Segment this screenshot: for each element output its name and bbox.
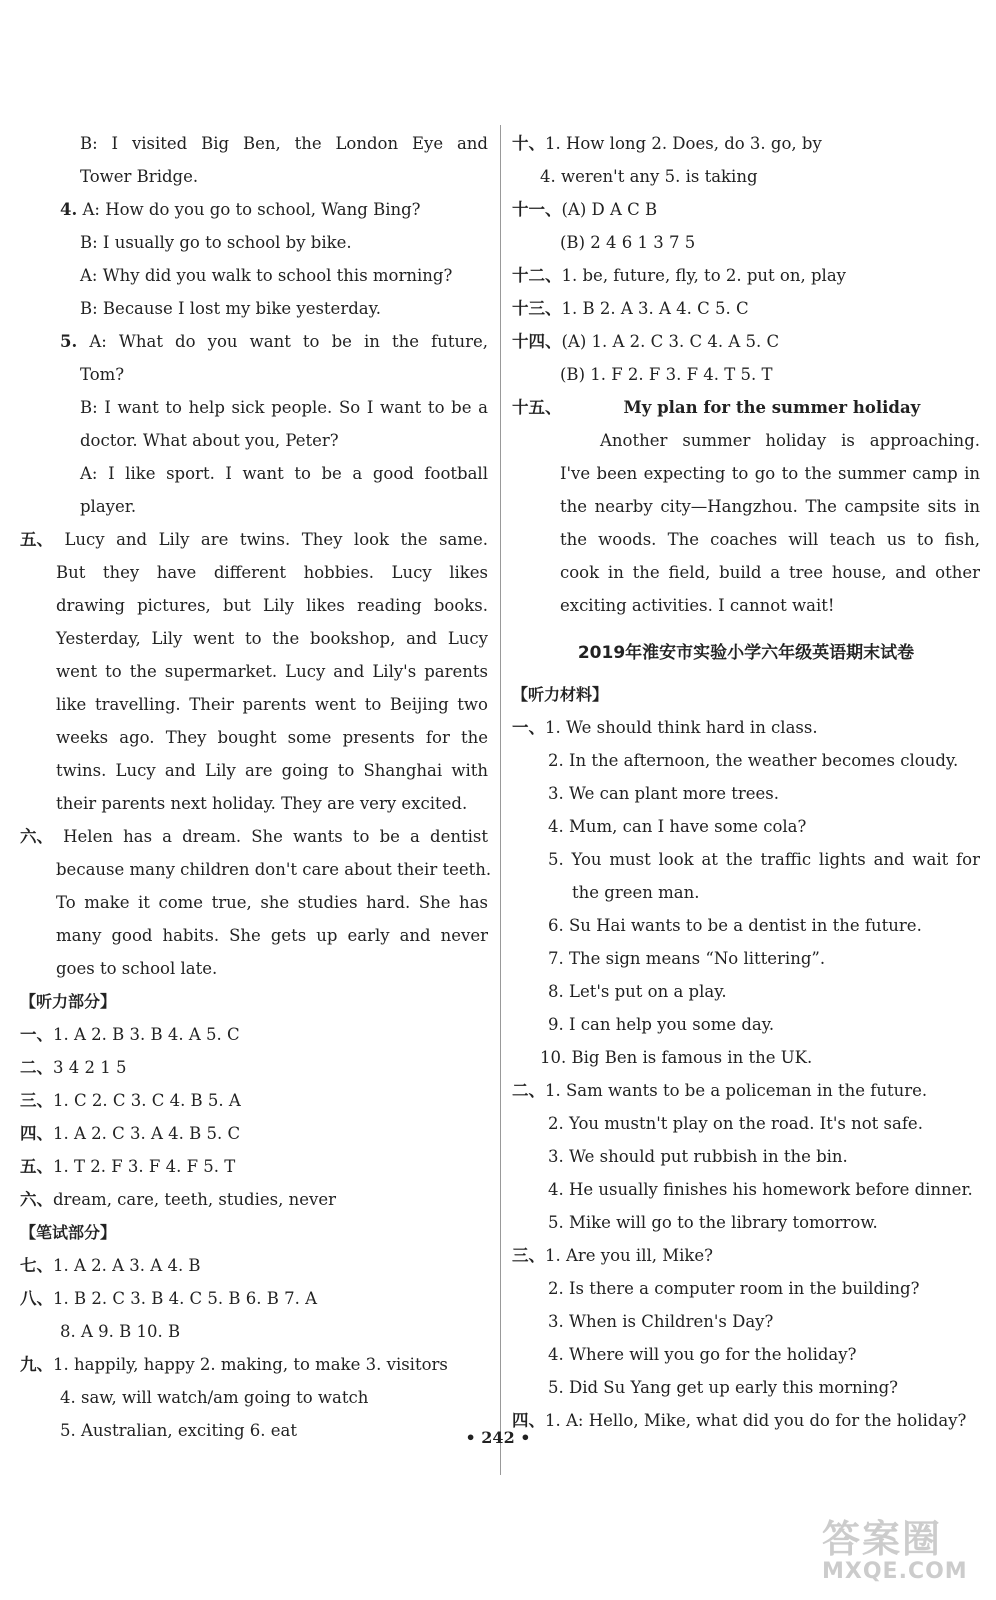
text-line — [512, 1107, 980, 1140]
line-text: (B) 1. F 2. F 3. F 4. T 5. T — [560, 365, 773, 384]
text-line — [512, 127, 980, 160]
line-text: dream, care, teeth, studies, never — [53, 1190, 336, 1209]
text-line — [512, 1041, 980, 1074]
line-text: 1. A 2. C 3. A 4. B 5. C — [53, 1124, 241, 1143]
item-number: 二、 — [512, 1081, 545, 1100]
line-text: went to the supermarket. Lucy and Lily's parents — [56, 662, 488, 681]
watermark-url: MXQE.COM — [822, 1559, 968, 1584]
text-line — [512, 843, 980, 876]
text-line — [512, 1338, 980, 1371]
line-text: 4. Mum, can I have some cola? — [548, 817, 807, 836]
text-line — [20, 358, 488, 391]
text-line — [20, 1117, 488, 1150]
line-text: 4. He usually finishes his homework before dinner. — [548, 1180, 973, 1199]
watermark-logo — [822, 1508, 972, 1588]
line-text: A: How do you go to school, Wang Bing? — [77, 200, 421, 219]
line-text: 1. Sam wants to be a policeman in the future. — [545, 1081, 928, 1100]
line-text: 1. C 2. C 3. C 4. B 5. A — [53, 1091, 241, 1110]
text-line — [20, 490, 488, 523]
line-text: B: Because I lost my bike yesterday. — [80, 299, 381, 318]
line-text: 1. We should think hard in class. — [545, 718, 818, 737]
item-number: 三、 — [20, 1091, 53, 1110]
text-line — [512, 876, 980, 909]
line-text: goes to school late. — [56, 959, 218, 978]
item-number: 十一、 — [512, 200, 562, 219]
text-line — [20, 1018, 488, 1051]
text-line — [512, 1272, 980, 1305]
item-number: 十、 — [512, 134, 545, 153]
text-line — [512, 457, 980, 490]
text-line — [512, 810, 980, 843]
text-line — [512, 193, 980, 226]
line-text: I've been expecting to go to the summer camp in — [560, 464, 980, 483]
item-number: 4. — [60, 200, 78, 219]
line-text: 5. You must look at the traffic lights and wait for — [548, 850, 980, 869]
text-line — [20, 1084, 488, 1117]
text-line — [20, 292, 488, 325]
text-line — [20, 1315, 488, 1348]
item-number: 5. — [60, 332, 78, 351]
text-line — [512, 1239, 980, 1272]
line-text: But they have different hobbies. Lucy likes — [56, 563, 488, 582]
watermark-text: 答案圈 — [822, 1517, 943, 1561]
item-number: 六、 — [20, 827, 53, 846]
text-line — [20, 325, 488, 358]
line-text: their parents next holiday. They are very excited. — [56, 794, 468, 813]
line-text: the woods. The coaches will teach us to fish, — [560, 530, 980, 549]
item-number: 八、 — [20, 1289, 53, 1308]
right-column — [512, 127, 980, 1437]
line-text: 3. We can plant more trees. — [548, 784, 779, 803]
line-text: 1. Are you ill, Mike? — [545, 1246, 714, 1265]
text-line — [20, 952, 488, 985]
text-line — [20, 391, 488, 424]
item-number: 九、 — [20, 1355, 53, 1374]
line-text: A: What do you want to be in the future, — [77, 332, 488, 351]
line-text: player. — [80, 497, 137, 516]
item-number: 十五、 — [512, 398, 562, 417]
text-line — [512, 589, 980, 622]
text-line — [20, 523, 488, 556]
text-line — [512, 1008, 980, 1041]
line-text: 5. Mike will go to the library tomorrow. — [548, 1213, 878, 1232]
line-text: B: I usually go to school by bike. — [80, 233, 352, 252]
item-number: 二、 — [20, 1058, 53, 1077]
line-text: 1. How long 2. Does, do 3. go, by — [545, 134, 822, 153]
section-header: 【听力材料】 — [512, 685, 609, 704]
line-text: 3 4 2 1 5 — [53, 1058, 127, 1077]
line-text: Tom? — [80, 365, 125, 384]
line-text: the nearby city—Hangzhou. The campsite sits in — [560, 497, 980, 516]
item-number: 四、 — [20, 1124, 53, 1143]
text-line — [20, 259, 488, 292]
text-line — [512, 556, 980, 589]
text-line — [512, 1206, 980, 1239]
item-number: 五、 — [20, 530, 53, 549]
text-line — [20, 1183, 488, 1216]
line-text: twins. Lucy and Lily are going to Shanghai with — [56, 761, 488, 780]
essay-title: My plan for the summer holiday — [623, 398, 921, 417]
line-text: 1. A 2. B 3. B 4. A 5. C — [53, 1025, 240, 1044]
text-line — [512, 1140, 980, 1173]
line-text: like travelling. Their parents went to Beijing two — [56, 695, 488, 714]
text-line — [512, 160, 980, 193]
line-text: 4. Where will you go for the holiday? — [548, 1345, 857, 1364]
text-line — [20, 1348, 488, 1381]
text-line — [20, 1381, 488, 1414]
text-line — [20, 1282, 488, 1315]
text-line — [512, 975, 980, 1008]
item-number: 十三、 — [512, 299, 562, 318]
line-text: the green man. — [572, 883, 700, 902]
line-text: Lucy and Lily are twins. They look the same. — [53, 530, 488, 549]
text-line — [20, 820, 488, 853]
text-line — [20, 226, 488, 259]
left-column — [20, 127, 492, 1447]
line-text: 7. The sign means “No littering”. — [548, 949, 826, 968]
line-text: 9. I can help you some day. — [548, 1015, 775, 1034]
text-line — [20, 556, 488, 589]
text-line — [512, 909, 980, 942]
line-text: 8. Let's put on a play. — [548, 982, 727, 1001]
line-text: 8. A 9. B 10. B — [60, 1322, 181, 1341]
item-number: 四、 — [512, 1411, 545, 1430]
text-line — [512, 1371, 980, 1404]
item-number: 一、 — [512, 718, 545, 737]
line-text: B: I visited Big Ben, the London Eye and — [80, 134, 488, 153]
text-line — [20, 127, 488, 160]
line-text: 1. A: Hello, Mike, what did you do for the holiday? — [545, 1411, 967, 1430]
text-line — [20, 589, 488, 622]
line-text: 1. B 2. C 3. B 4. C 5. B 6. B 7. A — [53, 1289, 318, 1308]
text-line — [20, 886, 488, 919]
text-line — [20, 688, 488, 721]
line-text: 2. Is there a computer room in the building? — [548, 1279, 920, 1298]
line-text: 1. T 2. F 3. F 4. F 5. T — [53, 1157, 236, 1176]
exam-title: 2019年淮安市实验小学六年级英语期末试卷 — [577, 643, 915, 663]
text-line — [512, 1074, 980, 1107]
line-text: A: I like sport. I want to be a good football — [80, 464, 488, 483]
text-line — [512, 711, 980, 744]
text-line — [20, 655, 488, 688]
line-text: 10. Big Ben is famous in the UK. — [540, 1048, 813, 1067]
text-line — [20, 787, 488, 820]
line-text: 4. saw, will watch/am going to watch — [60, 1388, 369, 1407]
text-line — [20, 754, 488, 787]
line-text: To make it come true, she studies hard. She has — [56, 893, 488, 912]
text-line — [20, 1051, 488, 1084]
line-text: (A) D A C B — [561, 200, 658, 219]
line-text: 2. You mustn't play on the road. It's not safe. — [548, 1114, 923, 1133]
text-line — [512, 942, 980, 975]
text-line — [512, 259, 980, 292]
text-line — [20, 160, 488, 193]
line-text: 3. When is Children's Day? — [548, 1312, 774, 1331]
line-text: 1. happily, happy 2. making, to make 3. visitors — [53, 1355, 448, 1374]
line-text: 3. We should put rubbish in the bin. — [548, 1147, 848, 1166]
text-line — [512, 490, 980, 523]
text-line — [20, 424, 488, 457]
line-text: Yesterday, Lily went to the bookshop, and Lucy — [56, 629, 488, 648]
line-text: because many children don't care about their teeth. — [56, 860, 492, 879]
text-line — [512, 358, 980, 391]
item-number: 五、 — [20, 1157, 53, 1176]
text-line — [20, 853, 492, 886]
text-line — [512, 325, 980, 358]
line-text: 5. Did Su Yang get up early this morning? — [548, 1378, 898, 1397]
line-text: drawing pictures, but Lily likes reading books. — [56, 596, 488, 615]
line-text: (A) 1. A 2. C 3. C 4. A 5. C — [561, 332, 780, 351]
item-number: 一、 — [20, 1025, 53, 1044]
line-text: 4. weren't any 5. is taking — [540, 167, 758, 186]
line-text: (B) 2 4 6 1 3 7 5 — [560, 233, 696, 252]
line-text: exciting activities. I cannot wait! — [560, 596, 835, 615]
text-line — [20, 721, 488, 754]
line-text: 1. be, future, fly, to 2. put on, play — [561, 266, 846, 285]
line-text: cook in the field, build a tree house, and other — [560, 563, 980, 582]
line-text: Another summer holiday is approaching. — [600, 431, 980, 450]
section-header: 【听力部分】 — [20, 992, 117, 1011]
text-line — [512, 744, 980, 777]
line-text: doctor. What about you, Peter? — [80, 431, 339, 450]
text-line — [512, 523, 980, 556]
text-line — [512, 1173, 980, 1206]
line-text: Helen has a dream. She wants to be a dentist — [53, 827, 488, 846]
text-line — [20, 1150, 488, 1183]
text-line — [20, 622, 488, 655]
item-number: 十四、 — [512, 332, 562, 351]
item-number: 七、 — [20, 1256, 53, 1275]
page-number: • 242 • — [465, 1428, 531, 1447]
text-line — [512, 292, 980, 325]
section-header: 【笔试部分】 — [20, 1223, 117, 1242]
line-text: A: Why did you walk to school this morning? — [80, 266, 453, 285]
text-line — [512, 1305, 980, 1338]
text-line — [20, 1249, 488, 1282]
line-text: 6. Su Hai wants to be a dentist in the future. — [548, 916, 922, 935]
line-text: 1. B 2. A 3. A 4. C 5. C — [561, 299, 749, 318]
text-line — [512, 391, 980, 424]
line-text: many good habits. She gets up early and never — [56, 926, 488, 945]
line-text: Tower Bridge. — [80, 167, 199, 186]
line-text: weeks ago. They bought some presents for the — [56, 728, 488, 747]
text-line — [512, 777, 980, 810]
line-text: 5. Australian, exciting 6. eat — [60, 1421, 298, 1440]
text-line — [20, 457, 488, 490]
line-text: 2. In the afternoon, the weather becomes cloudy. — [548, 751, 959, 770]
text-line — [512, 424, 980, 457]
text-line — [20, 919, 488, 952]
item-number: 六、 — [20, 1190, 53, 1209]
item-number: 三、 — [512, 1246, 545, 1265]
text-line — [20, 193, 488, 226]
text-line — [512, 226, 980, 259]
line-text: 1. A 2. A 3. A 4. B — [53, 1256, 201, 1275]
line-text: B: I want to help sick people. So I want to be a — [80, 398, 488, 417]
item-number: 十二、 — [512, 266, 562, 285]
column-divider — [500, 125, 501, 1475]
